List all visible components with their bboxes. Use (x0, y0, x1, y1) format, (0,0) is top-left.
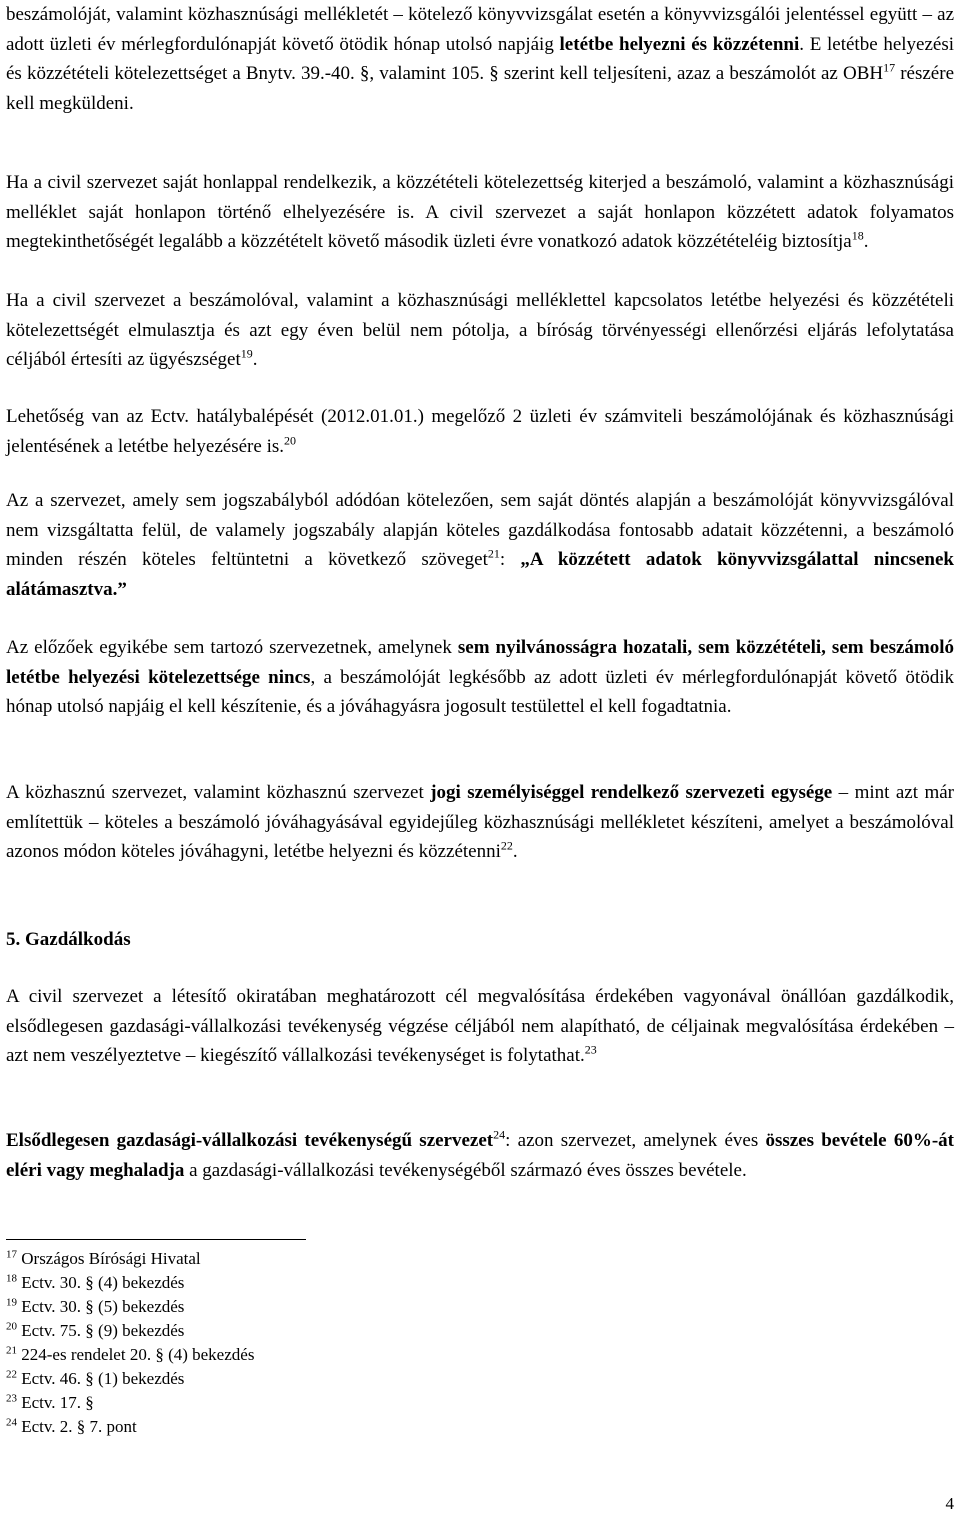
footnote: $^{21}$ 224-es rendelet 20. § (4) bekezdés (6, 1344, 255, 1364)
paragraph-6 (6, 633, 954, 722)
footnote-divider (6, 1239, 306, 1240)
section-title: 5. Gazdálkodás (6, 929, 131, 950)
paragraph-4 (6, 402, 954, 461)
paragraph-9 (6, 1126, 954, 1185)
footnote: $^{24}$ Ectv. 2. § 7. pont (6, 1416, 137, 1436)
paragraph-2 (6, 168, 954, 257)
page-number: 4 (945, 1494, 954, 1513)
paragraph-text: Ha a civil szervezet saját honlappal rendelkezik, a közzétételi kötelezettség kiterjed a beszámoló, valamint a közhasznúsági melléklet saját honlapon történő elhelyezésére is. A civil szervezet a saját honlapon közzétett adatok folyamatos megtekinthetőségét legalább a közzétételt követő második üzleti évre vonatkozó adatok közzétételéig biztosítja$^{18}$. (6, 172, 954, 252)
paragraph-text: Lehetőség van az Ectv. hatálybalépését (2012.01.01.) megelőző 2 üzleti év számviteli beszámolójának és közhasznúsági jelentésének a letétbe helyezésére is.$^{20}$ (6, 406, 954, 457)
footnote-ref: 22 (500, 838, 513, 853)
footnote-ref: 17 (883, 60, 896, 75)
footnote-ref: 18 (851, 228, 864, 243)
paragraph-1 (6, 0, 954, 118)
paragraph-text: A közhasznú szervezet, valamint közhasznú szervezet jogi személyiséggel rendelkező szervezeti egysége – mint azt már említettük – köteles a beszámoló jóváhagyásával egyidejűleg közhasznúsági mellékletet készíteni, amelyet a beszámolóval azonos módon köteles jóváhagyni, letétbe helyezni és közzétenni$^{22}$. (6, 782, 954, 862)
footnote-list (6, 1247, 606, 1439)
footnote: $^{23}$ Ectv. 17. § (6, 1392, 94, 1412)
footnote: $^{22}$ Ectv. 46. § (1) bekezdés (6, 1368, 185, 1388)
footnote: $^{20}$ Ectv. 75. § (9) bekezdés (6, 1320, 185, 1340)
footnote: $^{17}$ Országos Bírósági Hivatal (6, 1248, 201, 1268)
paragraph-text: Az a szervezet, amely sem jogszabályból adódóan kötelezően, sem saját döntés alapján a beszámolóját könyvvizsgálóval nem vizsgáltatta felül, de valamely jogszabály alapján köteles gazdálkodása fontosabb adatait közzétenni, a beszámoló minden részén köteles feltüntetni a következő szöveget$^{21}$: „A közzétett adatok könyvvizsgálattal nincsenek alátámasztva.” (6, 490, 954, 600)
footnote: $^{18}$ Ectv. 30. § (4) bekezdés (6, 1272, 185, 1292)
footnote: $^{19}$ Ectv. 30. § (5) bekezdés (6, 1296, 185, 1316)
footnote-ref: 24 (493, 1127, 506, 1142)
paragraph-3 (6, 286, 954, 375)
footnote-ref: 19 (240, 346, 253, 361)
paragraph-8 (6, 982, 954, 1071)
footnote-ref: 23 (584, 1042, 597, 1057)
paragraph-text: A civil szervezet a létesítő okiratában meghatározott cél megvalósítása érdekében vagyonával önállóan gazdálkodik, elsődlegesen gazdasági-vállalkozási tevékenység végzése céljából nem alapítható, de céljainak megvalósítása érdekében – azt nem veszélyeztetve – kiegészítő vállalkozási tevékenységet is folytathat.$^{23}$ (6, 986, 954, 1066)
paragraph-5 (6, 486, 954, 604)
paragraph-text: Ha a civil szervezet a beszámolóval, valamint a közhasznúsági melléklettel kapcsolatos letétbe helyezési és közzétételi kötelezettségét elmulasztja és azt egy éven belül nem pótolja, a bíróság törvényességi ellenőrzési eljárás lefolytatása céljából értesíti az ügyészséget$^{19}$. (6, 290, 954, 370)
paragraph-text: Az előzőek egyikébe sem tartozó szervezetnek, amelynek sem nyilvánosságra hozatali, sem közzétételi, sem beszámoló letétbe helyezési kötelezettsége nincs, a beszámolóját legkésőbb az adott üzleti év mérlegfordulónapját követő ötödik hónap utolsó napjáig el kell készítenie, és a jóváhagyásra jogosult testülettel el kell fogadtatnia. (6, 637, 955, 717)
paragraph-text: Elsődlegesen gazdasági-vállalkozási tevékenységű szervezet$^{24}$: azon szervezet, amelynek éves összes bevétele 60%-át eléri vagy meghaladja a gazdasági-vállalkozási tevékenységéből származó éves összes bevétele. (6, 1127, 954, 1181)
footnote-ref: 21 (487, 546, 500, 561)
paragraph-text: beszámolóját, valamint közhasznúsági mellékletét – kötelező könyvvizsgálat esetén a könyvvizsgálói jelentéssel együtt – az adott üzleti év mérlegfordulónapját követő ötödik hónap utolsó napjáig letétbe helyezni és közzétenni. E letétbe helyezési és közzétételi kötelezettséget a Bnytv. 39.-40. §, valamint 105. § szerint kell teljesíteni, azaz a beszámolót az OBH$^{17}$ részére kell megküldeni. (6, 4, 955, 114)
paragraph-7 (6, 778, 954, 867)
footnote-ref: 20 (284, 433, 296, 448)
section-heading (6, 925, 954, 954)
